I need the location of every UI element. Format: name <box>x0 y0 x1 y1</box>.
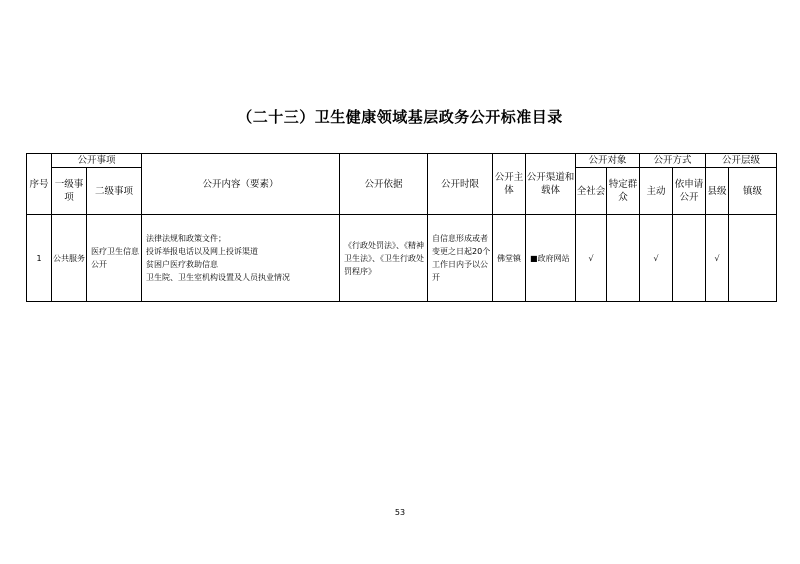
page-title: （二十三）卫生健康领域基层政务公开标准目录 <box>237 108 563 126</box>
cell-subject: 佛堂镇 <box>493 215 526 302</box>
cell-seq: 1 <box>27 215 52 302</box>
header-level-county: 县级 <box>706 168 729 215</box>
content-line: 卫生院、卫生室机构设置及人员执业情况 <box>146 273 291 282</box>
cell-content <box>142 215 340 302</box>
header-target-specific: 特定群众 <box>607 168 640 215</box>
header-basis: 公开依据 <box>340 154 428 215</box>
cell-level2: 医疗卫生信息公开 <box>87 215 142 302</box>
cell-level-county: √ <box>706 215 729 302</box>
cell-level1: 公共服务 <box>52 215 87 302</box>
header-level-group: 公开层级 <box>706 154 777 168</box>
content-line: 投诉举报电话以及网上投诉渠道 <box>146 247 259 256</box>
cell-basis: 《行政处罚法》、《精神卫生法》、《卫生行政处罚程序》 <box>340 215 428 302</box>
cell-channel: ■政府网站 <box>526 215 576 302</box>
table-row <box>27 215 777 302</box>
header-level1: 一级事项 <box>52 168 87 215</box>
header-subject: 公开主体 <box>493 154 526 215</box>
header-target-group: 公开对象 <box>576 154 640 168</box>
header-method-request: 依申请公开 <box>673 168 706 215</box>
page-number: 53 <box>394 508 406 517</box>
header-time-limit: 公开时限 <box>428 154 493 215</box>
content-line: 贫困户医疗救助信息 <box>146 260 219 269</box>
header-matter-group: 公开事项 <box>52 154 142 168</box>
cell-level-town <box>729 215 777 302</box>
cell-method-active: √ <box>640 215 673 302</box>
header-level-town: 镇级 <box>729 168 777 215</box>
content-line: 法律法规和政策文件； <box>146 234 227 243</box>
header-method-group: 公开方式 <box>640 154 706 168</box>
header-seq: 序号 <box>27 154 52 215</box>
header-method-active: 主动 <box>640 168 673 215</box>
cell-method-request <box>673 215 706 302</box>
header-content: 公开内容（要素） <box>142 154 340 215</box>
header-target-all: 全社会 <box>576 168 607 215</box>
header-level2: 二级事项 <box>87 168 142 215</box>
cell-time-limit: 自信息形成或者变更之日起20个工作日内予以公开 <box>428 215 493 302</box>
header-channel: 公开渠道和载体 <box>526 154 576 215</box>
cell-target-all: √ <box>576 215 607 302</box>
cell-target-specific <box>607 215 640 302</box>
standard-catalog-table <box>26 153 777 302</box>
